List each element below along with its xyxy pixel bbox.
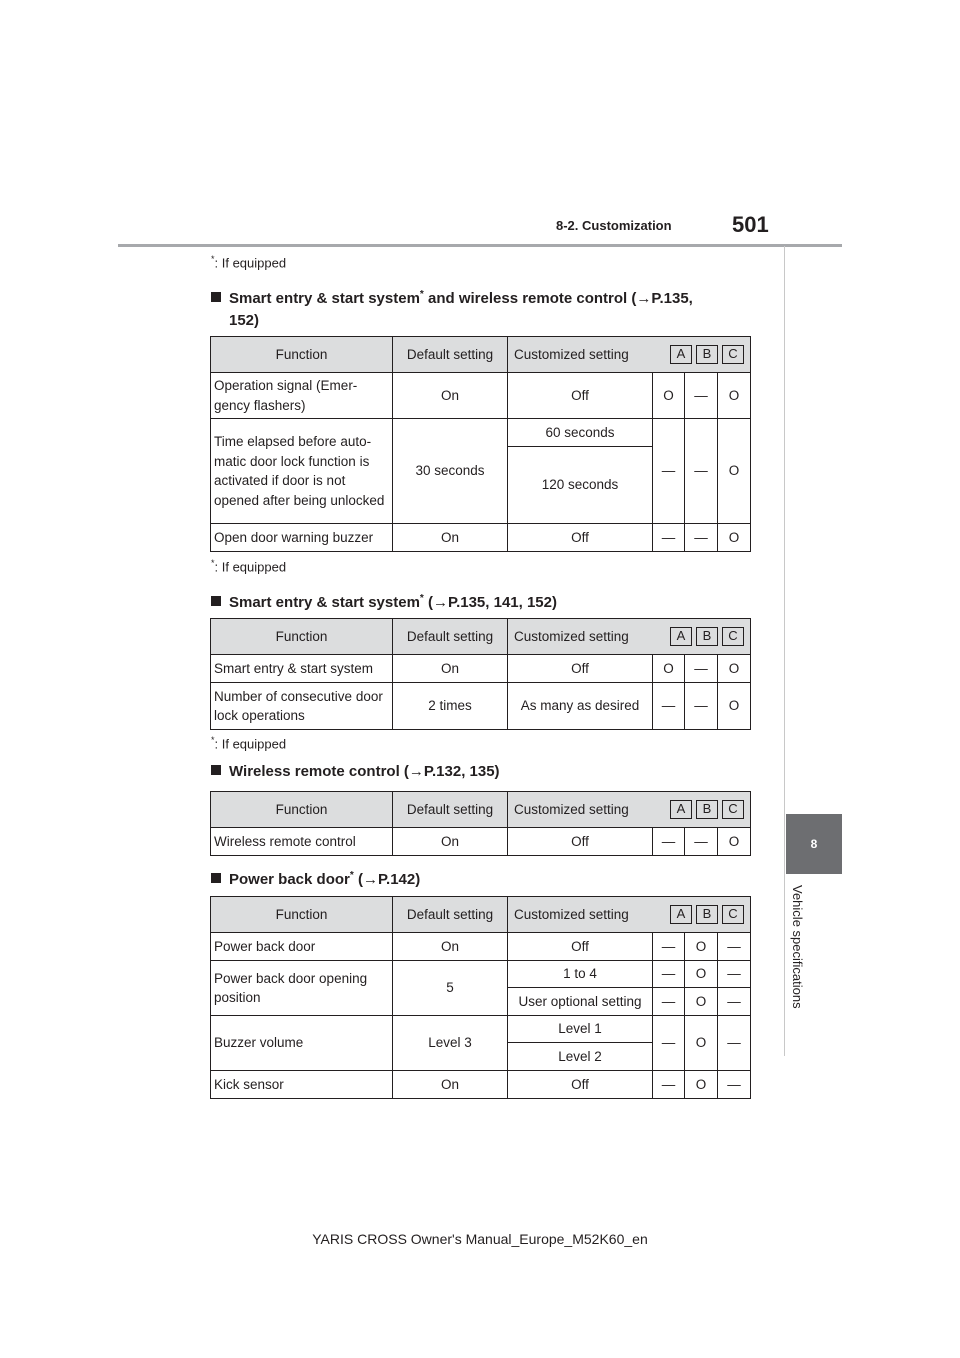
table-row: Power back door On Off — O — — [211, 933, 751, 961]
letter-a-icon: A — [670, 345, 692, 364]
section-heading-smart-entry: Smart entry & start system* (→P.135, 141, 152) — [211, 588, 751, 614]
table-header-row — [211, 792, 751, 828]
settings-table-power-back-door — [210, 896, 751, 1099]
letter-a-icon: A — [670, 800, 692, 819]
letter-b-icon: B — [696, 627, 718, 646]
footer-text: YARIS CROSS Owner's Manual_Europe_M52K60_en — [312, 1231, 648, 1247]
column-header-default: Default setting — [393, 619, 508, 655]
table-row: Wireless remote control On Off — — O — [211, 828, 751, 856]
side-divider — [784, 246, 785, 1056]
page-number: 501 — [732, 212, 769, 237]
letter-a-icon: A — [670, 627, 692, 646]
section-heading-power-back-door: Power back door* (→P.142) — [211, 865, 751, 891]
column-header-customized: Customized setting A B C — [508, 792, 751, 828]
letter-c-icon: C — [722, 800, 744, 819]
footnote: *: If equipped — [211, 558, 287, 575]
arrow-icon: → — [362, 871, 378, 888]
column-header-default: Default setting — [393, 897, 508, 933]
column-header-function: Function — [211, 337, 393, 373]
table-row: Level 2 — [211, 1043, 751, 1071]
page-reference-link[interactable]: P.135, 141, 152) — [448, 594, 557, 611]
footnote: *: If equipped — [211, 254, 287, 271]
square-bullet-icon — [211, 292, 221, 302]
page-reference-link[interactable]: P.132, 135) — [423, 763, 500, 780]
table-row: Smart entry & start system On Off O — O — [211, 655, 751, 683]
column-header-customized: Customized setting A B C — [508, 619, 751, 655]
letter-b-icon: B — [696, 345, 718, 364]
table-row: Kick sensor On Off — O — — [211, 1071, 751, 1099]
arrow-icon: → — [408, 763, 424, 780]
square-bullet-icon — [211, 873, 221, 883]
letter-c-icon: C — [722, 627, 744, 646]
letter-b-icon: B — [696, 800, 718, 819]
letter-c-icon: C — [722, 345, 744, 364]
table-header-row — [211, 897, 751, 933]
header-divider — [118, 244, 842, 247]
table-row: Power back door opening position 5 1 to 4 — O — — [211, 961, 751, 988]
settings-table-smart-entry — [210, 618, 751, 730]
arrow-icon: → — [636, 290, 652, 307]
settings-table-wireless-remote — [210, 791, 751, 856]
arrow-icon: → — [433, 594, 448, 611]
chapter-tab[interactable] — [786, 814, 842, 874]
table-row: Number of consecutive door lock operations 2 times As many as desired — — O — [211, 683, 751, 730]
page-reference-link[interactable]: P.142) — [377, 871, 421, 888]
column-header-function: Function — [211, 619, 393, 655]
letter-a-icon: A — [670, 905, 692, 924]
settings-table-smart-entry-wireless — [210, 336, 751, 552]
section-title: 8-2. Customization — [556, 218, 672, 233]
table-row: Buzzer volume Level 3 Level 1 — O — — [211, 1016, 751, 1043]
table-row: User optional setting — O — — [211, 988, 751, 1016]
square-bullet-icon — [211, 765, 221, 775]
table-header-row — [211, 619, 751, 655]
table-row: Operation signal (Emer-gency flashers) On Off O — O — [211, 373, 751, 419]
section-heading-smart-entry-wireless: Smart entry & start system* and wireless remote control (→P.135, 152) — [211, 284, 751, 332]
column-header-customized: Customized setting A B C — [508, 337, 751, 373]
table-row: Time elapsed before auto-matic door lock function is activated if door is not opened after being unlocked 30 seconds 60 seconds — — O — [211, 419, 751, 447]
footnote: *: If equipped — [211, 735, 287, 752]
column-header-function: Function — [211, 897, 393, 933]
letter-b-icon: B — [696, 905, 718, 924]
page-reference-link[interactable]: P.135, — [651, 290, 693, 307]
column-header-function: Function — [211, 792, 393, 828]
square-bullet-icon — [211, 596, 221, 606]
table-row: Open door warning buzzer On Off — — O — [211, 524, 751, 552]
chapter-number: 8 — [810, 837, 818, 851]
column-header-default: Default setting — [393, 792, 508, 828]
column-header-default: Default setting — [393, 337, 508, 373]
section-heading-wireless-remote: Wireless remote control (→P.132, 135) — [211, 761, 751, 783]
letter-c-icon: C — [722, 905, 744, 924]
table-row: 120 seconds — [211, 447, 751, 524]
table-header-row — [211, 337, 751, 373]
column-header-customized: Customized setting A B C — [508, 897, 751, 933]
chapter-label: Vehicle specifications — [790, 885, 805, 1009]
